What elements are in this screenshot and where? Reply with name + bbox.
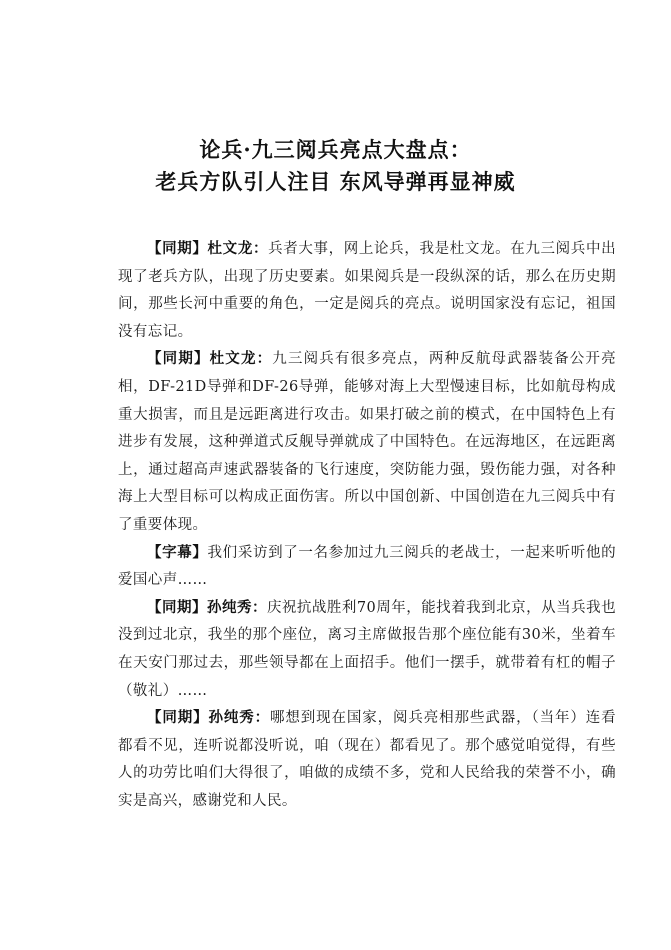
paragraph-4	[118, 595, 616, 705]
document-body	[118, 236, 616, 815]
paragraph-text: 九三阅兵有很多亮点，两种反航母武器装备公开亮相，DF-21D导弹和DF-26导弹，能够对海上大型慢速目标，比如航母构成重大损害，而且是远距离进行攻击。如果打破之前的模式，在中国特色上有进步有发展，这种弹道式反舰导弹就成了中国特色。在远海地区，在远距离上，通过超高声速武器装备的飞行速度，突防能力强，毁伤能力强，对各种海上大型目标可以构成正面伤害。所以中国创新、中国创造在九三阅兵中有了重要体现。	[118, 351, 616, 533]
paragraph-text: 庆祝抗战胜利70周年，能找着我到北京，从当兵我也没到过北京，我坐的那个座位，离习主席做报告那个座位能有30米，坐着车在天安门那过去，那些领导都在上面招手。他们一摆手，就带着有杠的帽子（敬礼）……	[118, 599, 616, 699]
title-line-2: 老兵方队引人注目 东风导弹再显神威	[155, 169, 516, 194]
title-line-1: 论兵·九三阅兵亮点大盘点：	[199, 137, 472, 162]
paragraph-speaker: 杜文龙：	[207, 241, 269, 257]
paragraph-speaker: 孙纯秀：	[208, 710, 271, 727]
paragraph-text: 我们采访到了一名参加过九三阅兵的老战士，一起来听听他的爱国心声……	[118, 544, 616, 589]
paragraph-tag: 【同期】	[147, 599, 207, 616]
paragraph-tag: 【同期】	[147, 351, 210, 368]
document-title	[0, 134, 671, 198]
paragraph-2	[118, 346, 616, 539]
paragraph-5	[118, 705, 616, 815]
paragraph-text: 哪想到现在国家，阅兵亮相那些武器，（当年）连看都看不见，连听说都没听说，咱（现在）都看见了。那个感觉咱觉得，有些人的功劳比咱们大得很了，咱做的成绩不多，党和人民给我的荣誉不小，确实是高兴，感谢党和人民。	[118, 710, 616, 809]
paragraph-tag: 【字幕】	[147, 544, 208, 561]
paragraph-text: 兵者大事，网上论兵，我是杜文龙。在九三阅兵中出现了老兵方队，出现了历史要素。如果阅兵是一段纵深的话，那么在历史期间，那些长河中重要的角色，一定是阅兵的亮点。说明国家没有忘记，祖国没有忘记。	[118, 241, 616, 340]
paragraph-tag: 【同期】	[147, 241, 208, 257]
paragraph-1	[118, 236, 616, 346]
paragraph-speaker: 杜文龙：	[209, 351, 273, 368]
paragraph-speaker: 孙纯秀：	[206, 599, 267, 616]
paragraph-3	[118, 540, 616, 595]
paragraph-tag: 【同期】	[147, 710, 209, 727]
